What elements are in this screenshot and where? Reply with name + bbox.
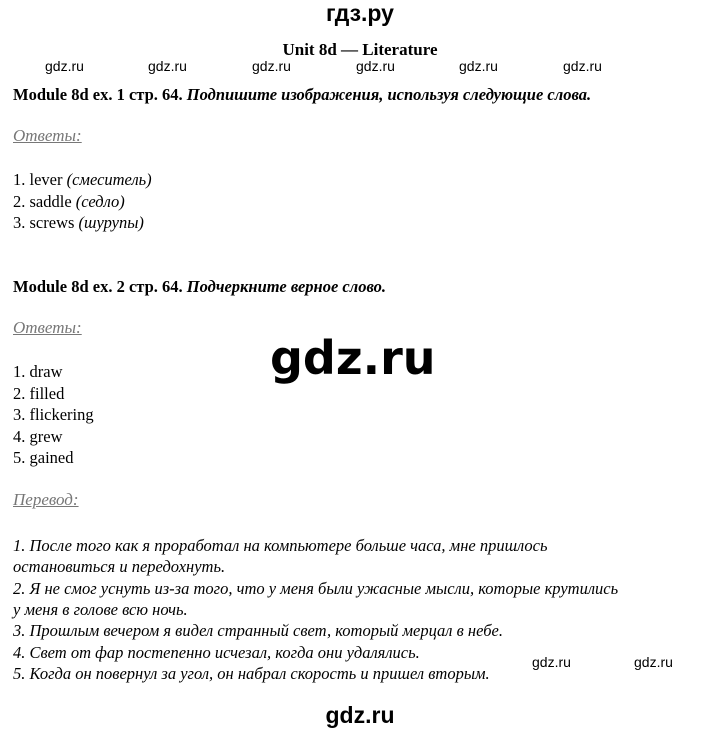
- translation-line: остановиться и передохнуть.: [13, 557, 226, 577]
- watermark: gdz.ru: [252, 58, 291, 74]
- exercise-1-heading: [13, 85, 591, 105]
- page-title: Unit 8d — Literature: [282, 40, 438, 59]
- translation-line: 1. После того как я проработал на компьютере больше часа, мне пришлось: [13, 536, 548, 555]
- watermark: gdz.ru: [459, 58, 498, 74]
- list-item: 3. screws (шурупы): [13, 213, 144, 232]
- watermark: gdz.ru: [532, 654, 571, 670]
- translation-line: 5. Когда он повернул за угол, он набрал скорость и пришел вторым.: [13, 663, 490, 683]
- exercise-2-answers-label: Ответы:: [13, 318, 82, 337]
- translation-label: Перевод:: [13, 490, 79, 509]
- list-item: 1. lever (смеситель): [13, 170, 152, 189]
- watermark: gdz.ru: [148, 58, 187, 74]
- exercise-2-task: Подчеркните верное слово.: [186, 277, 386, 296]
- translation-line: 3. Прошлым вечером я видел странный свет, который мерцал в небе.: [13, 621, 503, 641]
- watermark: gdz.ru: [45, 58, 84, 74]
- watermark: gdz.ru: [356, 58, 395, 74]
- watermark: gdz.ru: [634, 654, 673, 670]
- footer-site-text: gdz.ru: [325, 702, 395, 728]
- site-logo-text: гдз.ру: [326, 0, 394, 26]
- list-item: 4. grew: [13, 426, 63, 446]
- translation-line: 2. Я не смог уснуть из-за того, что у меня были ужасные мысли, которые крутились: [13, 578, 619, 598]
- list-item: 2. saddle (седло): [13, 191, 125, 211]
- exercise-1-task: Подпишите изображения, используя следующие слова.: [186, 85, 592, 104]
- list-item: 2. filled: [13, 383, 65, 403]
- translation-line: 4. Свет от фар постепенно исчезал, когда они удалялись.: [13, 642, 420, 662]
- exercise-1-reference: Module 8d ex. 1 стр. 64.: [13, 85, 183, 104]
- translation-line: у меня в голове всю ночь.: [13, 599, 188, 619]
- list-item: 5. gained: [13, 448, 74, 467]
- list-item: 3. flickering: [13, 405, 94, 424]
- watermark: gdz.ru: [563, 58, 602, 74]
- list-item: 1. draw: [13, 362, 63, 381]
- watermark-large: gdz.ru: [270, 331, 436, 385]
- exercise-2-reference: Module 8d ex. 2 стр. 64.: [13, 277, 183, 296]
- exercise-1-answers-label: Ответы:: [13, 126, 82, 145]
- exercise-2-heading: [13, 277, 386, 297]
